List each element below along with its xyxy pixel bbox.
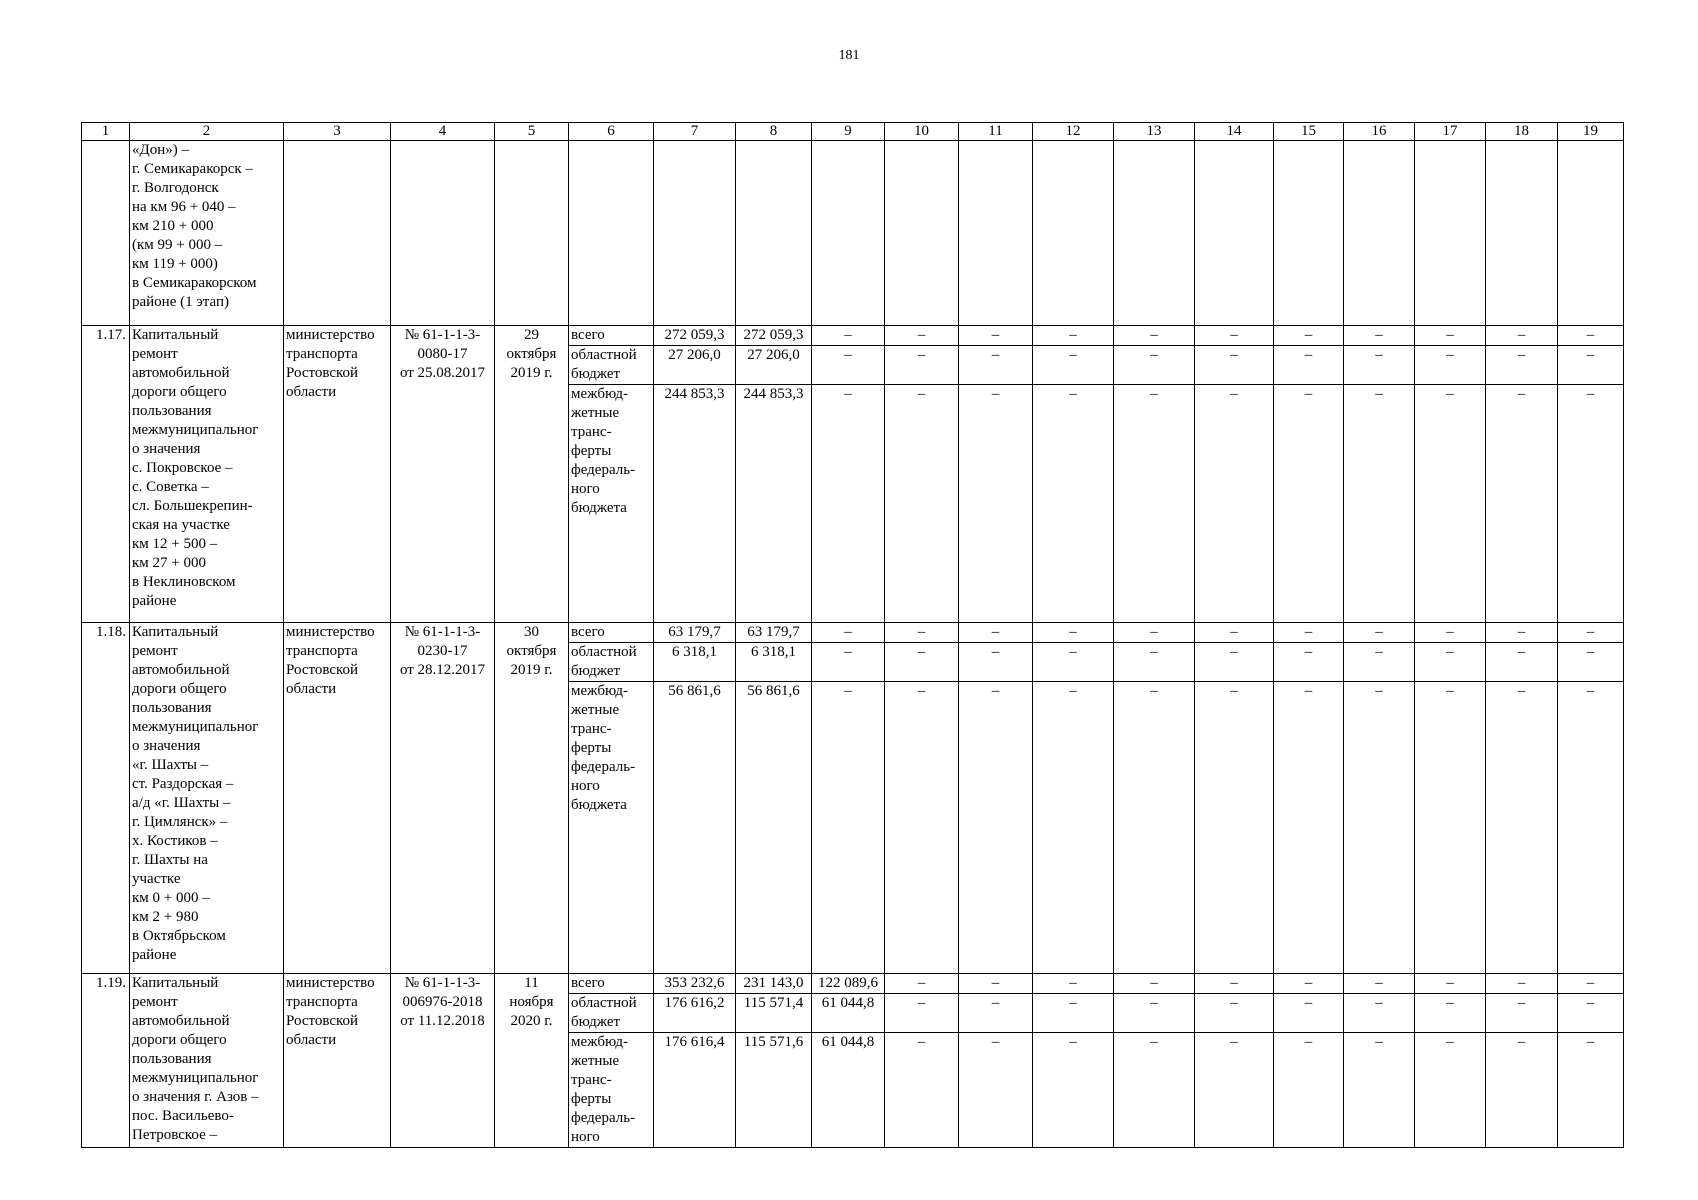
- entry-row: [82, 623, 1624, 643]
- header-col-18: 18: [1486, 123, 1558, 141]
- cell-amount-c13: –: [1114, 643, 1195, 682]
- cell-amount-c9: –: [812, 346, 885, 385]
- cell-funding-source: областной бюджет: [569, 346, 654, 385]
- cell-amount-c14: –: [1195, 385, 1274, 623]
- cell-amount-c15: –: [1274, 385, 1344, 623]
- cell-funding-source: межбюд- жетные транс- ферты федераль- ного бюджета: [569, 682, 654, 974]
- cell-amount-c7: 6 318,1: [654, 643, 736, 682]
- cell-index: 1.17.: [82, 326, 130, 623]
- cell-amount-c11: –: [959, 326, 1033, 346]
- budget-table: [81, 122, 1624, 1148]
- cell-amount-c13: –: [1114, 623, 1195, 643]
- cell-amount-c13: –: [1114, 682, 1195, 974]
- cell-index: 1.19.: [82, 974, 130, 1148]
- cell-description: «Дон») – г. Семикаракорск – г. Волгодонск на км 96 + 040 – км 210 + 000 (км 99 + 000 – км 119 + 000) в Семикаракорском районе (1 этап): [130, 141, 284, 326]
- cell-amount-c13: –: [1114, 974, 1195, 994]
- continuation-row: [82, 141, 1624, 326]
- cell-amount-c11: –: [959, 643, 1033, 682]
- page-number: 181: [838, 48, 860, 63]
- cell-amount-c19: –: [1558, 1033, 1624, 1148]
- cell-amount-c8: 115 571,6: [736, 1033, 812, 1148]
- cell-amount-c8: 115 571,4: [736, 994, 812, 1033]
- header-col-13: 13: [1114, 123, 1195, 141]
- header-col-2: 2: [130, 123, 284, 141]
- cell-amount-c10: –: [885, 682, 959, 974]
- cell-amount-c7: 244 853,3: [654, 385, 736, 623]
- cell-executor: министерство транспорта Ростовской области: [284, 974, 391, 1148]
- cell-amount-c16: –: [1344, 385, 1415, 623]
- cell-amount-c13: –: [1114, 1033, 1195, 1148]
- cell-description: Капитальный ремонт автомобильной дороги общего пользования межмуниципальног о значения с. Покровское – с. Советка – сл. Большекрепин- ская на участке км 12 + 500 – км 27 + 000 в Неклиновском районе: [130, 326, 284, 623]
- cell-funding-source: всего: [569, 623, 654, 643]
- cell-amount-c17: –: [1415, 682, 1486, 974]
- cell-amount-c14: –: [1195, 682, 1274, 974]
- cell-amount-c15: –: [1274, 974, 1344, 994]
- header-col-3: 3: [284, 123, 391, 141]
- cell-amount-c14: –: [1195, 326, 1274, 346]
- cell-contract: № 61-1-1-3- 0080-17 от 25.08.2017: [391, 326, 495, 623]
- cell-amount-c18: –: [1486, 1033, 1558, 1148]
- cell-funding-source: межбюд- жетные транс- ферты федераль- ного: [569, 1033, 654, 1148]
- cell-amount-c10: –: [885, 385, 959, 623]
- cell-amount-c19: –: [1558, 994, 1624, 1033]
- header-col-14: 14: [1195, 123, 1274, 141]
- cell-empty: [1344, 141, 1415, 326]
- cell-amount-c18: –: [1486, 346, 1558, 385]
- cell-funding-source: областной бюджет: [569, 994, 654, 1033]
- header-col-11: 11: [959, 123, 1033, 141]
- cell-empty: [495, 141, 569, 326]
- cell-amount-c14: –: [1195, 643, 1274, 682]
- cell-amount-c7: 56 861,6: [654, 682, 736, 974]
- cell-empty: [1274, 141, 1344, 326]
- cell-amount-c19: –: [1558, 346, 1624, 385]
- cell-amount-c18: –: [1486, 682, 1558, 974]
- cell-amount-c19: –: [1558, 682, 1624, 974]
- cell-index: [82, 141, 130, 326]
- cell-empty: [1033, 141, 1114, 326]
- cell-empty: [1558, 141, 1624, 326]
- cell-amount-c19: –: [1558, 623, 1624, 643]
- cell-amount-c10: –: [885, 994, 959, 1033]
- cell-amount-c16: –: [1344, 974, 1415, 994]
- cell-amount-c11: –: [959, 385, 1033, 623]
- cell-amount-c18: –: [1486, 326, 1558, 346]
- cell-amount-c9: 61 044,8: [812, 994, 885, 1033]
- cell-amount-c12: –: [1033, 623, 1114, 643]
- cell-amount-c10: –: [885, 623, 959, 643]
- cell-amount-c17: –: [1415, 994, 1486, 1033]
- cell-date: 30 октября 2019 г.: [495, 623, 569, 974]
- cell-amount-c9: –: [812, 623, 885, 643]
- header-col-12: 12: [1033, 123, 1114, 141]
- cell-executor: министерство транспорта Ростовской области: [284, 623, 391, 974]
- cell-amount-c18: –: [1486, 974, 1558, 994]
- cell-amount-c19: –: [1558, 974, 1624, 994]
- cell-amount-c13: –: [1114, 385, 1195, 623]
- cell-funding-source: областной бюджет: [569, 643, 654, 682]
- cell-amount-c16: –: [1344, 994, 1415, 1033]
- cell-amount-c11: –: [959, 1033, 1033, 1148]
- cell-amount-c17: –: [1415, 643, 1486, 682]
- cell-amount-c19: –: [1558, 326, 1624, 346]
- cell-amount-c11: –: [959, 623, 1033, 643]
- cell-amount-c9: 61 044,8: [812, 1033, 885, 1148]
- cell-amount-c17: –: [1415, 326, 1486, 346]
- cell-amount-c11: –: [959, 974, 1033, 994]
- cell-empty: [812, 141, 885, 326]
- cell-amount-c7: 353 232,6: [654, 974, 736, 994]
- cell-amount-c15: –: [1274, 1033, 1344, 1148]
- cell-empty: [391, 141, 495, 326]
- header-col-4: 4: [391, 123, 495, 141]
- cell-amount-c17: –: [1415, 1033, 1486, 1148]
- cell-amount-c7: 176 616,4: [654, 1033, 736, 1148]
- cell-empty: [1486, 141, 1558, 326]
- cell-amount-c16: –: [1344, 326, 1415, 346]
- cell-amount-c12: –: [1033, 326, 1114, 346]
- cell-amount-c16: –: [1344, 643, 1415, 682]
- cell-amount-c11: –: [959, 682, 1033, 974]
- cell-amount-c14: –: [1195, 1033, 1274, 1148]
- cell-amount-c17: –: [1415, 385, 1486, 623]
- cell-amount-c16: –: [1344, 1033, 1415, 1148]
- cell-amount-c16: –: [1344, 346, 1415, 385]
- cell-amount-c17: –: [1415, 346, 1486, 385]
- cell-empty: [569, 141, 654, 326]
- cell-contract: № 61-1-1-3- 0230-17 от 28.12.2017: [391, 623, 495, 974]
- header-col-7: 7: [654, 123, 736, 141]
- cell-amount-c16: –: [1344, 682, 1415, 974]
- cell-amount-c12: –: [1033, 346, 1114, 385]
- cell-index: 1.18.: [82, 623, 130, 974]
- cell-amount-c14: –: [1195, 623, 1274, 643]
- cell-amount-c18: –: [1486, 623, 1558, 643]
- header-col-17: 17: [1415, 123, 1486, 141]
- cell-amount-c9: –: [812, 682, 885, 974]
- header-col-5: 5: [495, 123, 569, 141]
- cell-executor: министерство транспорта Ростовской области: [284, 326, 391, 623]
- cell-amount-c8: 6 318,1: [736, 643, 812, 682]
- cell-amount-c15: –: [1274, 346, 1344, 385]
- header-col-10: 10: [885, 123, 959, 141]
- cell-funding-source: межбюд- жетные транс- ферты федераль- ного бюджета: [569, 385, 654, 623]
- cell-amount-c10: –: [885, 974, 959, 994]
- cell-amount-c14: –: [1195, 974, 1274, 994]
- cell-empty: [1114, 141, 1195, 326]
- entry-row: [82, 974, 1624, 994]
- cell-funding-source: всего: [569, 326, 654, 346]
- cell-amount-c19: –: [1558, 643, 1624, 682]
- cell-description: Капитальный ремонт автомобильной дороги общего пользования межмуниципальног о значения «г. Шахты – ст. Раздорская – а/д «г. Шахты – г. Цимлянск» – х. Костиков – г. Шахты на участке км 0 + 000 – км 2 + 980 в Октябрьском районе: [130, 623, 284, 974]
- cell-amount-c15: –: [1274, 643, 1344, 682]
- cell-amount-c18: –: [1486, 643, 1558, 682]
- cell-amount-c9: –: [812, 385, 885, 623]
- cell-amount-c14: –: [1195, 994, 1274, 1033]
- cell-amount-c7: 63 179,7: [654, 623, 736, 643]
- cell-date: 11 ноября 2020 г.: [495, 974, 569, 1148]
- header-row: [82, 123, 1624, 141]
- cell-amount-c17: –: [1415, 974, 1486, 994]
- entry-row: [82, 326, 1624, 346]
- cell-date: 29 октября 2019 г.: [495, 326, 569, 623]
- cell-amount-c15: –: [1274, 682, 1344, 974]
- cell-amount-c10: –: [885, 1033, 959, 1148]
- cell-amount-c15: –: [1274, 623, 1344, 643]
- cell-empty: [654, 141, 736, 326]
- cell-description: Капитальный ремонт автомобильной дороги общего пользования межмуниципальног о значения г. Азов – пос. Васильево- Петровское –: [130, 974, 284, 1148]
- cell-amount-c16: –: [1344, 623, 1415, 643]
- cell-amount-c15: –: [1274, 326, 1344, 346]
- cell-amount-c12: –: [1033, 385, 1114, 623]
- cell-amount-c8: 272 059,3: [736, 326, 812, 346]
- cell-contract: № 61-1-1-3- 006976-2018 от 11.12.2018: [391, 974, 495, 1148]
- cell-amount-c8: 63 179,7: [736, 623, 812, 643]
- cell-funding-source: всего: [569, 974, 654, 994]
- cell-amount-c7: 27 206,0: [654, 346, 736, 385]
- cell-amount-c7: 272 059,3: [654, 326, 736, 346]
- cell-empty: [284, 141, 391, 326]
- cell-amount-c15: –: [1274, 994, 1344, 1033]
- cell-amount-c8: 27 206,0: [736, 346, 812, 385]
- cell-amount-c18: –: [1486, 994, 1558, 1033]
- cell-amount-c11: –: [959, 346, 1033, 385]
- cell-empty: [736, 141, 812, 326]
- header-col-19: 19: [1558, 123, 1624, 141]
- cell-amount-c9: –: [812, 326, 885, 346]
- cell-empty: [959, 141, 1033, 326]
- cell-amount-c14: –: [1195, 346, 1274, 385]
- cell-amount-c13: –: [1114, 994, 1195, 1033]
- cell-amount-c7: 176 616,2: [654, 994, 736, 1033]
- cell-amount-c8: 56 861,6: [736, 682, 812, 974]
- cell-amount-c12: –: [1033, 974, 1114, 994]
- cell-amount-c10: –: [885, 643, 959, 682]
- header-col-6: 6: [569, 123, 654, 141]
- cell-amount-c12: –: [1033, 682, 1114, 974]
- header-col-16: 16: [1344, 123, 1415, 141]
- cell-amount-c17: –: [1415, 623, 1486, 643]
- header-col-9: 9: [812, 123, 885, 141]
- cell-amount-c10: –: [885, 346, 959, 385]
- cell-amount-c11: –: [959, 994, 1033, 1033]
- cell-empty: [1415, 141, 1486, 326]
- cell-amount-c19: –: [1558, 385, 1624, 623]
- cell-amount-c12: –: [1033, 994, 1114, 1033]
- cell-amount-c10: –: [885, 326, 959, 346]
- header-col-1: 1: [82, 123, 130, 141]
- cell-empty: [885, 141, 959, 326]
- header-col-15: 15: [1274, 123, 1344, 141]
- header-col-8: 8: [736, 123, 812, 141]
- cell-amount-c13: –: [1114, 326, 1195, 346]
- cell-amount-c13: –: [1114, 346, 1195, 385]
- cell-amount-c12: –: [1033, 1033, 1114, 1148]
- cell-amount-c9: 122 089,6: [812, 974, 885, 994]
- table-body: [82, 123, 1624, 1148]
- cell-amount-c8: 231 143,0: [736, 974, 812, 994]
- cell-amount-c12: –: [1033, 643, 1114, 682]
- cell-amount-c18: –: [1486, 385, 1558, 623]
- cell-empty: [1195, 141, 1274, 326]
- cell-amount-c8: 244 853,3: [736, 385, 812, 623]
- cell-amount-c9: –: [812, 643, 885, 682]
